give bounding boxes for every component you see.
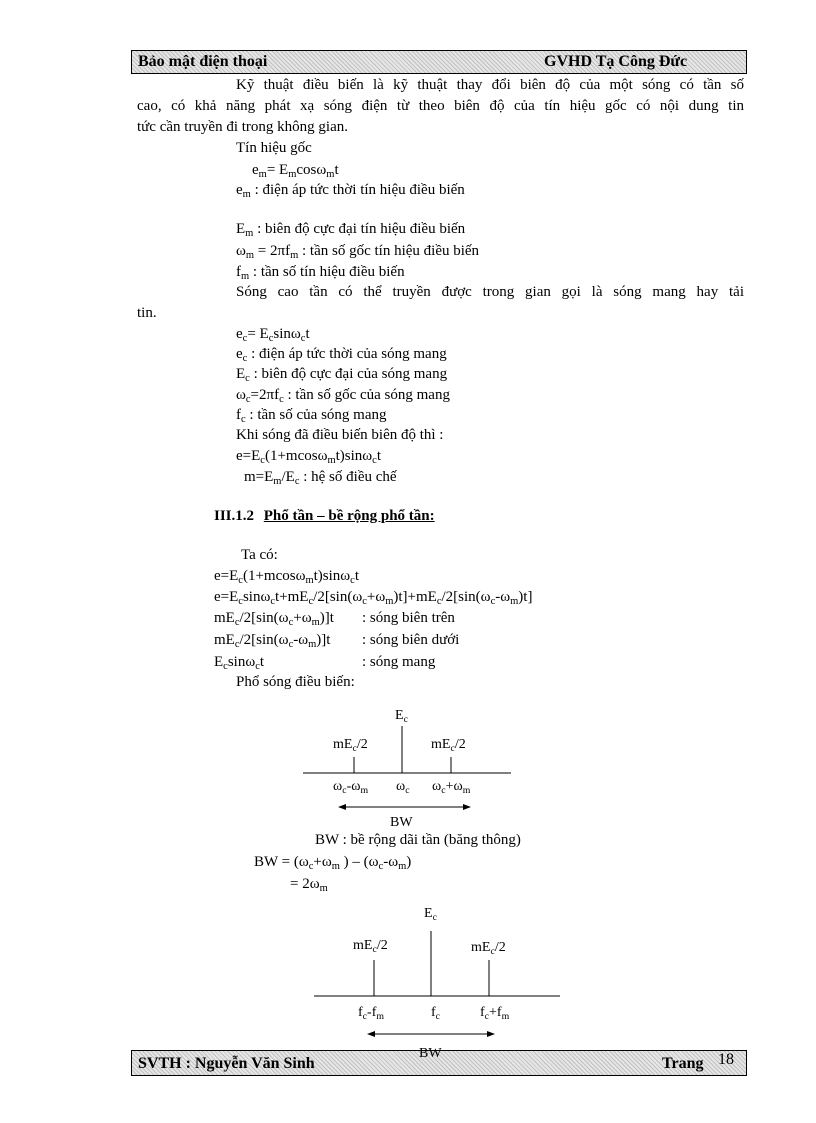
def-em: $e_m$ : điện áp tức thời tín hiệu điều biến — [236, 182, 465, 200]
d2-label-fc: $f_c$ — [431, 1005, 441, 1022]
formula-usb: $mE_c/2[\sin(\omega_c+\omega_m)]t$ — [214, 610, 334, 628]
def-Em: $E_m$ : biên độ cực đại tín hiệu điều biến — [236, 221, 466, 239]
def-fc: $f_c$ : tần số của sóng mang — [236, 407, 387, 425]
section-number: III.1.2 — [214, 508, 255, 524]
carrier-desc: : sóng mang — [362, 654, 436, 670]
d1-arrow-left — [338, 804, 346, 810]
carrier-line-2: tin. — [137, 305, 157, 321]
header-title: Bảo mật điện thoại — [138, 53, 268, 70]
d1-label-usb-amp: $mE_c/2$ — [431, 737, 466, 754]
def-ec: $e_c$ : điện áp tức thời của sóng mang — [236, 346, 447, 364]
spectrum-label: Phổ sóng điều biến: — [236, 674, 355, 690]
d1-label-wc-plus-wm: $\omega_c+\omega_m$ — [432, 779, 471, 796]
def-wm: $\omega_m = 2\pi f_m$ : tần số gốc tín hiệu điều biến — [236, 243, 480, 261]
intro-line-3: tức cần truyền đi trong không gian. — [137, 119, 348, 135]
def-Ec: $E_c$ : biên độ cực đại của sóng mang — [236, 366, 448, 384]
def-m-text: : hệ số điều chế — [303, 469, 397, 485]
formula-lsb: $mE_c/2[\sin(\omega_c-\omega_m)]t$ — [214, 632, 331, 650]
d2-label-bw: BW — [419, 1046, 442, 1061]
carrier-line-1: Sóng cao tần có thể truyền được trong gian gọi là sóng mang hay tải — [236, 284, 744, 300]
footer-page-label: Trang — [662, 1055, 704, 1072]
header-instructor: GVHD Tạ Công Đức — [544, 53, 688, 70]
d1-arrow-right — [463, 804, 471, 810]
formula-expand: $e=E_c\sin\omega_ct+mE_c/2[\sin(\omega_c+\omega_m)t]+mE_c/2[\sin(\omega_c-\omega_m)t]$ — [214, 589, 533, 607]
d2-label-lsb-amp: $mE_c/2$ — [353, 938, 388, 955]
formula-am: $e=E_c(1+mcos\omega_mt)\sin\omega_ct$ — [236, 448, 382, 466]
formula-bw-result: = $2\omega_m$ — [290, 876, 328, 894]
def-fc-text: : tần số của sóng mang — [249, 407, 387, 423]
formula-ec: $e_c= E_c\sin\omega_ct$ — [236, 326, 310, 344]
formula-am-2: $e=E_c(1+mcos\omega_mt)\sin\omega_ct$ — [214, 568, 360, 586]
d1-label-bw: BW — [390, 815, 413, 830]
d2-label-Ec: $E_c$ — [424, 906, 437, 923]
def-wc-text: : tần số gốc của sóng mang — [287, 387, 450, 403]
intro-line-1: Kỹ thuật điều biến là kỹ thuật thay đổi biên độ của một sóng có tần số — [236, 77, 744, 93]
def-ec-text: : điện áp tức thời của sóng mang — [251, 346, 447, 362]
footer-page-number: 18 — [718, 1051, 734, 1068]
formula-em: $e_m= E_m\cos\omega_mt$ — [252, 162, 339, 180]
am-text: Khi sóng đã điều biến biên độ thì : — [236, 427, 444, 443]
d2-arrow-left — [367, 1031, 375, 1037]
origin-heading: Tín hiệu gốc — [236, 140, 312, 156]
def-wc: $\omega_c=2\pi f_c$ : tần số gốc của sóng mang — [236, 387, 450, 405]
footer-student: SVTH : Nguyễn Văn Sinh — [138, 1055, 315, 1072]
d1-label-Ec: $E_c$ — [395, 708, 408, 725]
taco: Ta có: — [241, 547, 278, 563]
formula-carrier: $E_c\sin\omega_ct$ — [214, 654, 265, 672]
usb-desc: : sóng biên trên — [362, 610, 455, 626]
d2-arrow-right — [487, 1031, 495, 1037]
d2-label-usb-amp: $mE_c/2$ — [471, 940, 506, 957]
def-wm-text: : tần số gốc tín hiệu điều biến — [302, 243, 480, 259]
def-em-text: : điện áp tức thời tín hiệu điều biến — [254, 182, 465, 198]
lsb-desc: : sóng biên dưới — [362, 632, 460, 648]
section-title: Phổ tần – bề rộng phổ tần: — [263, 508, 435, 524]
def-Em-text: : biên độ cực đại tín hiệu điều biến — [257, 221, 466, 237]
d2-label-fc-plus-fm: $f_c+f_m$ — [480, 1005, 510, 1022]
d1-label-lsb-amp: $mE_c/2$ — [333, 737, 368, 754]
def-m: $m=E_m/E_c$ : hệ số điều chế — [244, 469, 397, 487]
def-fm: $f_m$ : tần số tín hiệu điều biến — [236, 264, 405, 282]
intro-line-2: cao, có khả năng phát xạ sóng điện từ theo biên độ của tín hiệu gốc có nội dung tin — [137, 98, 744, 114]
def-fm-text: : tần số tín hiệu điều biến — [252, 264, 405, 280]
bw-desc: BW : bề rộng dãi tần (băng thông) — [315, 832, 521, 848]
formula-bw: BW = ($\omega_c+\omega_m$ ) – $(\omega_c-\omega_m)$ — [254, 854, 412, 872]
d1-label-wc-wm: $\omega_c-\omega_m$ — [333, 779, 369, 796]
d1-label-wc: $\omega_c$ — [396, 779, 410, 796]
d2-label-fc-fm: $f_c-f_m$ — [358, 1005, 384, 1022]
def-Ec-text: : biên độ cực đại của sóng mang — [253, 366, 448, 382]
